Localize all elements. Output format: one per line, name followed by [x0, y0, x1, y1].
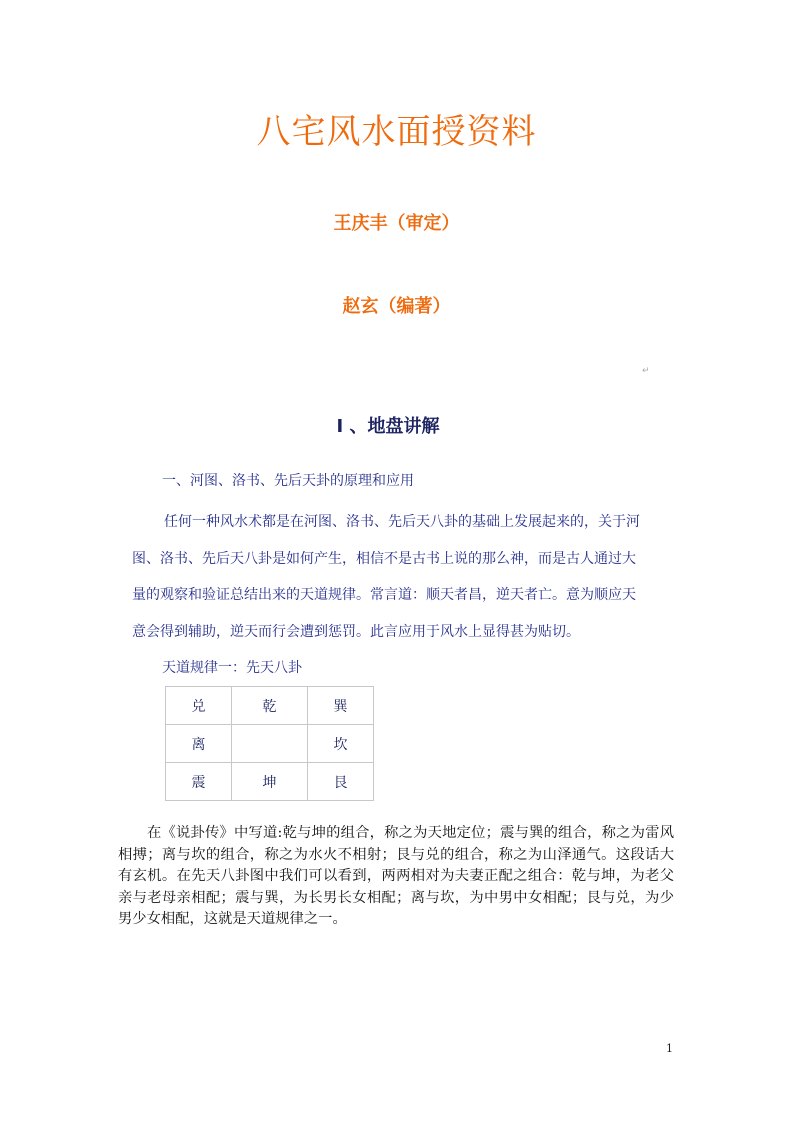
bagua-row — [166, 763, 374, 801]
reviewer-line: 王庆丰（审定） — [333, 213, 460, 234]
main-paragraph: 在《说卦传》中写道:乾与坤的组合，称之为天地定位；震与巽的组合，称之为雷风相搏；离与坎的组合，称之为水火不相射；艮与兑的组合，称之为山泽通气。这段话大有玄机。在先天八卦图中我们可以看到，两两相对为夫妻正配之组合：乾与坤，为老父亲与老母亲相配；震与巽，为长男长女相配；离与坎，为中男中女相配；艮与兑，为少男少女相配，这就是天道规律之一。 — [118, 825, 674, 927]
embedded-body — [132, 504, 644, 650]
bagua-cell — [232, 725, 308, 763]
bagua-row — [166, 725, 374, 763]
main-body-text — [118, 823, 674, 931]
bagua-cell: 兑 — [166, 687, 232, 725]
paragraph-mark: ↵ — [642, 366, 650, 376]
bagua-row — [166, 687, 374, 725]
embedded-image — [128, 378, 648, 818]
author-line: 赵玄（编著） — [342, 296, 451, 317]
bagua-cell: 震 — [166, 763, 232, 801]
document-title: 八宅风水面授资料 — [256, 112, 537, 152]
bagua-cell: 艮 — [308, 763, 374, 801]
section-item: 一、河图、洛书、先后天卦的原理和应用 — [162, 473, 414, 489]
bagua-grid — [165, 686, 374, 801]
bagua-cell: 坤 — [232, 763, 308, 801]
bagua-cell: 巽 — [308, 687, 374, 725]
rule-label: 天道规律一：先天八卦 — [162, 660, 302, 676]
section-heading: I 、地盘讲解 — [336, 416, 440, 437]
bagua-cell: 乾 — [232, 687, 308, 725]
bagua-cell: 离 — [166, 725, 232, 763]
embedded-paragraph: 任何一种风水术都是在河图、洛书、先后天八卦的基础上发展起来的，关于河图、洛书、先后天八卦是如何产生，相信不是古书上说的那么神，而是古人通过大量的观察和验证总结出来的天道规律。常言道：顺天者昌，逆天者亡。意为顺应天意会得到辅助，逆天而行会遭到惩罚。此言应用于风水上显得甚为贴切。 — [132, 514, 640, 640]
bagua-cell: 坎 — [308, 725, 374, 763]
page-number: 1 — [666, 1042, 673, 1055]
